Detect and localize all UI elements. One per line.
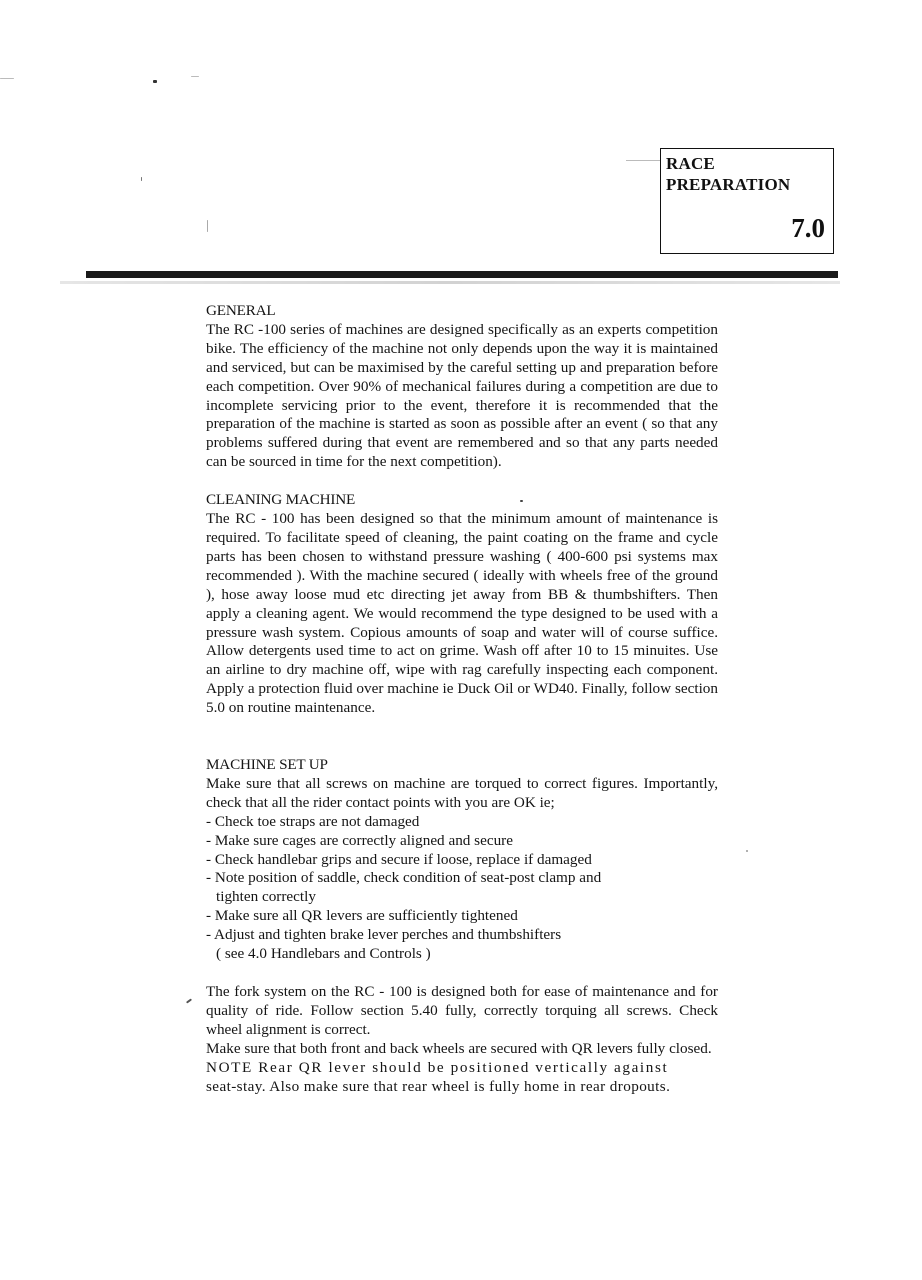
header-box-leader-line	[626, 160, 660, 161]
checklist-item-text: - Check toe straps are not damaged	[206, 812, 420, 830]
header-rule	[86, 271, 838, 278]
checklist-item	[206, 907, 718, 926]
checklist-item-text: - Adjust and tighten brake lever perches and thumbshifters	[206, 926, 562, 944]
header-rule-shadow	[60, 281, 840, 284]
checklist-item	[206, 945, 718, 964]
section-title-line2: PREPARATION	[666, 175, 791, 194]
checklist-item-text: - Check handlebar grips and secure if loose, replace if damaged	[206, 850, 592, 868]
scan-speck	[141, 177, 142, 181]
spacer	[206, 472, 718, 491]
setup-checklist	[206, 813, 718, 964]
checklist-item	[206, 813, 718, 832]
cleaning-paragraph: The RC - 100 has been designed so that the minimum amount of maintenance is required. To facilitate speed of cleaning, the paint coating on the frame and cycle parts has been chosen to withstand pressure washing ( 400-600 psi systems max recommended ). With the machine secured ( ideally with wheels free of the ground ), hose away loose mud etc directing jet away from BB & thumbshifters. Then apply a cleaning agent. We would recommend the type designed to be used with a pressure wash system. Copious amounts of soap and water will of course suffice. Allow detergents used time to act on grime. Wash off after 10 to 15 minuites. Use an airline to dry machine off, wipe with rag carefully inspecting each component. Apply a protection fluid over machine ie Duck Oil or WD40. Finally, follow section 5.0 on routine maintenance.	[206, 510, 718, 717]
checklist-item-text: - Make sure cages are correctly aligned and secure	[206, 831, 513, 849]
document-body	[206, 302, 718, 1096]
checklist-item	[206, 888, 718, 907]
checklist-item-text: tighten correctly	[216, 888, 316, 906]
checklist-item-text: ( see 4.0 Handlebars and Controls )	[216, 945, 431, 963]
spacer	[206, 964, 718, 983]
checklist-item-text: - Make sure all QR levers are sufficiently tightened	[206, 907, 518, 925]
general-heading: GENERAL	[206, 302, 276, 319]
setup-heading: MACHINE SET UP	[206, 756, 328, 774]
checklist-item	[206, 832, 718, 851]
general-paragraph: The RC -100 series of machines are designed specifically as an experts competition bike. The efficiency of the machine not only depends upon the way it is maintained and serviced, but can be maximised by the careful setting up and preparation before each competition. Over 90% of mechanical failures during a competition are due to incomplete servicing prior to the event, therefore it is recommended that the preparation of the machine is started as soon as possible after an event ( so that any problems suffered during that event are remembered and so that any parts needed can be sourced in time for the next competition).	[206, 320, 718, 471]
scan-speck	[207, 220, 208, 232]
scan-speck	[191, 76, 199, 77]
scan-speck	[0, 78, 14, 79]
fork-paragraph: The fork system on the RC - 100 is designed both for ease of maintenance and for quality of ride. Follow section 5.40 fully, correctly torquing all screws. Check wheel alignment is correct.	[206, 983, 718, 1038]
note-line-1: NOTE Rear QR lever should be positioned vertically against	[206, 1058, 669, 1076]
scan-speck	[153, 80, 157, 83]
section-number: 7.0	[791, 213, 825, 243]
scan-speck	[746, 850, 748, 852]
checklist-item	[206, 869, 718, 888]
section-header-box	[660, 148, 834, 254]
section-title-line1: RACE	[666, 154, 715, 173]
checklist-item	[206, 851, 718, 870]
spacer	[206, 718, 718, 756]
checklist-item-text: - Note position of saddle, check condition of seat-post clamp and	[206, 869, 602, 887]
checklist-item	[206, 926, 718, 945]
cleaning-heading: CLEANING MACHINE	[206, 491, 356, 509]
note-line-2: seat-stay. Also make sure that rear wheel is fully home in rear dropouts.	[206, 1077, 671, 1095]
scan-speck	[186, 998, 192, 1003]
wheels-paragraph: Make sure that both front and back wheels are secured with QR levers fully closed.	[206, 1039, 712, 1057]
setup-intro-paragraph: Make sure that all screws on machine are torqued to correct figures. Importantly, check that all the rider contact points with you are OK ie;	[206, 774, 718, 811]
